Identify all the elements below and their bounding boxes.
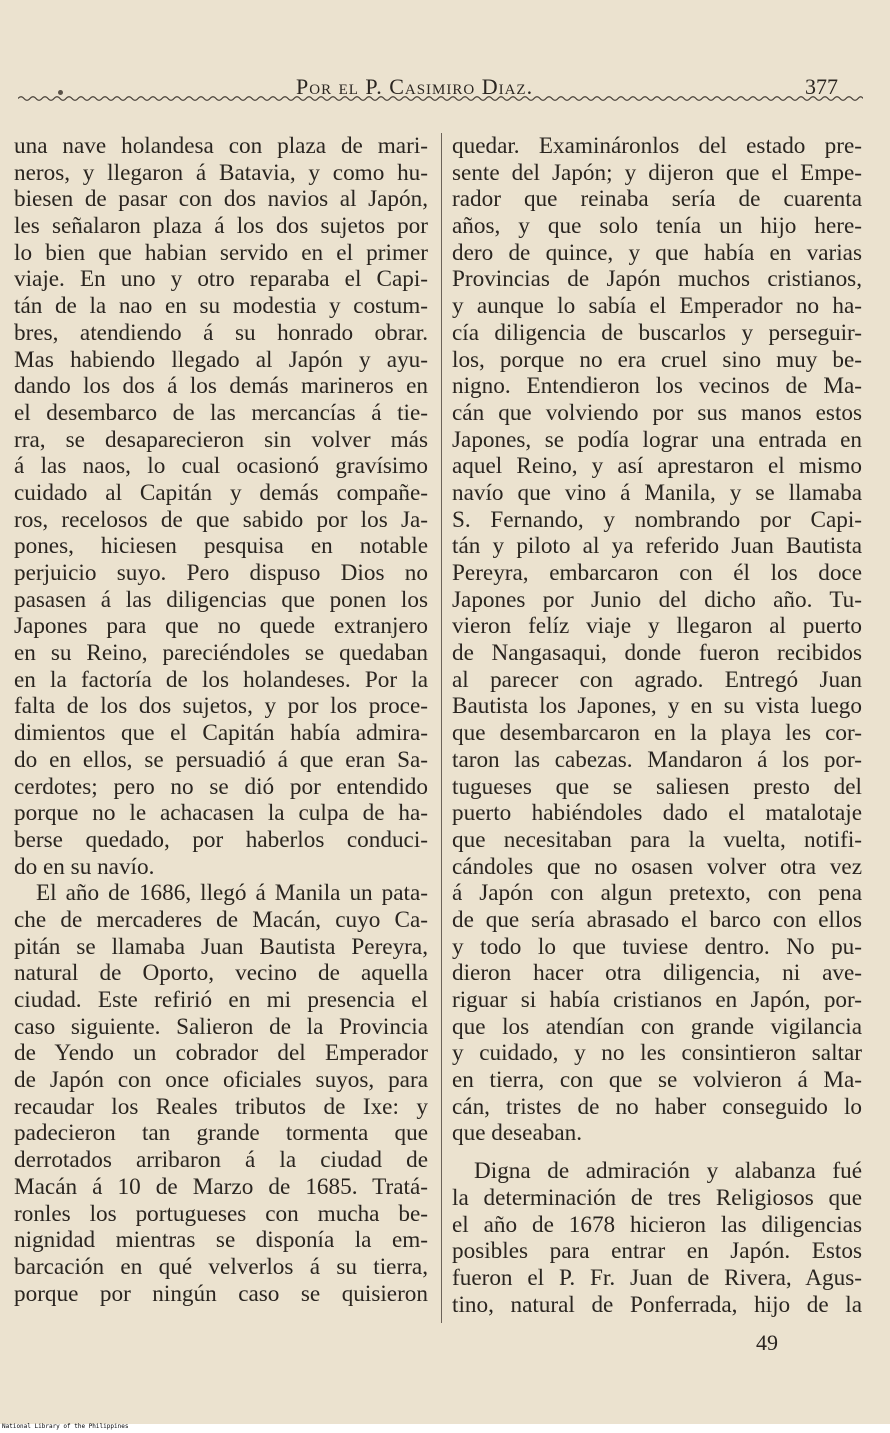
text-line: dero de quince, y que había en varias: [452, 239, 862, 266]
text-line: en su Reino, pareciéndoles se quedaban: [14, 640, 428, 667]
library-credit: National Library of the Philippines: [2, 1423, 129, 1430]
text-line: el año de 1678 hicieron las diligencias: [452, 1211, 862, 1238]
text-line: á Japón con algun pretexto, con pena: [452, 880, 862, 907]
text-line: Macán á 10 de Marzo de 1685. Tratá-: [14, 1173, 428, 1200]
text-line: cándoles que no osasen volver otra vez: [452, 853, 862, 880]
text-line: do en ellos, se persuadió á que eran Sa-: [14, 746, 428, 773]
text-line: cuidado al Capitán y demás compañe-: [14, 479, 428, 506]
text-line: y todo lo que tuviese dentro. No pu-: [452, 933, 862, 960]
text-line: los, porque no era cruel sino muy be-: [452, 346, 862, 373]
header-wavy-rule: [18, 95, 863, 102]
text-line: pones, hiciesen pesquisa en notable: [14, 533, 428, 560]
text-line: che de mercaderes de Macán, cuyo Ca-: [14, 906, 428, 933]
text-line: tino, natural de Ponferrada, hijo de la: [452, 1291, 862, 1318]
text-line: posibles para entrar en Japón. Estos: [452, 1238, 862, 1265]
text-line-paragraph-start: Digna de admiración y alabanza fué: [474, 1158, 862, 1185]
text-line: y aunque lo sabía el Emperador no ha-: [452, 293, 862, 320]
text-line: recaudar los Reales tributos de Ixe: y: [14, 1093, 428, 1120]
text-line: derrotados arribaron á la ciudad de: [14, 1147, 428, 1174]
text-line: dimientos que el Capitán había admira-: [14, 720, 428, 747]
text-line: de Nangasaqui, donde fueron recibidos: [452, 640, 862, 667]
text-line: fueron el P. Fr. Juan de Rivera, Agus-: [452, 1264, 862, 1291]
text-line: vieron felíz viaje y llegaron al puerto: [452, 613, 862, 640]
text-line: Japones para que no quede extranjero: [14, 613, 428, 640]
text-line: tán y piloto al ya referido Juan Bautista: [452, 533, 862, 560]
text-line: y cuidado, y no les consintieron saltar: [452, 1040, 862, 1067]
text-line: berse quedado, por haberlos conduci-: [14, 826, 428, 853]
text-line: natural de Oporto, vecino de aquella: [14, 960, 428, 987]
column-divider: [441, 133, 442, 1323]
text-line: años, y que solo tenía un hijo here-: [452, 213, 862, 240]
text-line: Pereyra, embarcaron con él los doce: [452, 560, 862, 586]
text-line-paragraph-end: do en su navío.: [14, 853, 155, 880]
text-line: nigno. Entendieron los vecinos de Ma-: [452, 373, 862, 400]
text-column-left: [14, 133, 428, 1307]
page-number: 377: [805, 74, 838, 99]
text-line: rador que reinaba sería de cuarenta: [452, 186, 862, 213]
text-line: taron las cabezas. Mandaron á los por-: [452, 746, 862, 773]
text-line: de que sería abrasado el barco con ellos: [452, 906, 862, 933]
text-line: falta de los dos sujetos, y por los proce-: [14, 693, 428, 720]
text-line: biesen de pasar con dos navios al Japón,: [14, 186, 428, 213]
text-line: ciudad. Este refirió en mi presencia el: [14, 987, 428, 1013]
text-line: porque no le achacasen la culpa de ha-: [14, 800, 428, 827]
text-line: cía diligencia de buscarlos y perseguir-: [452, 319, 862, 346]
text-line: pasasen á las diligencias que ponen los: [14, 586, 428, 613]
text-line: Japones por Junio del dicho año. Tu-: [452, 586, 862, 613]
text-line: una nave holandesa con plaza de mari-: [14, 133, 428, 159]
text-line: al parecer con agrado. Entregó Juan: [452, 666, 862, 693]
text-line: de Yendo un cobrador del Emperador: [14, 1040, 428, 1067]
text-line: pitán se llamaba Juan Bautista Pereyra,: [14, 933, 428, 960]
text-line: tán de la nao en su modestia y costum-: [14, 293, 428, 320]
text-line: puerto habiéndoles dado el matalotaje: [452, 800, 862, 827]
scan-footer: [0, 1424, 890, 1433]
text-line: barcación en qué velverlos á su tierra,: [14, 1253, 428, 1280]
text-line: dieron hacer otra diligencia, ni ave-: [452, 960, 862, 987]
text-line: que necesitaban para la vuelta, notifi-: [452, 826, 862, 853]
text-line: Bautista los Japones, y en su vista luego: [452, 693, 862, 720]
text-line: que los atendían con grande vigilancia: [452, 1013, 862, 1040]
text-line: en la factoría de los holandeses. Por la: [14, 666, 428, 693]
text-line: cán que volviendo por sus manos estos: [452, 399, 862, 426]
text-line-paragraph-start: El año de 1686, llegó á Manila un pata-: [36, 880, 428, 907]
printer-signature-mark: 49: [756, 1330, 778, 1355]
text-line: lo bien que habian servido en el primer: [14, 239, 428, 266]
text-line: ronles los portugueses con mucha be-: [14, 1200, 428, 1227]
text-line: Provincias de Japón muchos cristianos,: [452, 266, 862, 293]
text-line: padecieron tan grande tormenta que: [14, 1120, 428, 1147]
text-line: sente del Japón; y dijeron que el Empe-: [452, 159, 862, 186]
text-line: Mas habiendo llegado al Japón y ayu-: [14, 346, 428, 373]
text-line: la determinación de tres Religiosos que: [452, 1184, 862, 1211]
text-line: el desembarco de las mercancías á tie-: [14, 399, 428, 426]
text-line: riguar si había cristianos en Japón, por-: [452, 987, 862, 1013]
text-line: de Japón con once oficiales suyos, para: [14, 1067, 428, 1094]
text-line: Japones, se podía lograr una entrada en: [452, 426, 862, 453]
text-line: viaje. En uno y otro reparaba el Capi-: [14, 266, 428, 293]
text-line: aquel Reino, y así aprestaron el mismo: [452, 453, 862, 480]
text-line: perjuicio suyo. Pero dispuso Dios no: [14, 560, 428, 586]
text-line: neros, y llegaron á Batavia, y como hu-: [14, 159, 428, 186]
text-line: nignidad mientras se disponía la em-: [14, 1227, 428, 1254]
text-line: á las naos, lo cual ocasionó gravísimo: [14, 453, 428, 480]
text-line: ros, recelosos de que sabido por los Ja-: [14, 506, 428, 533]
text-line: bres, atendiendo á su honrado obrar.: [14, 319, 428, 346]
text-column-right: [452, 133, 862, 1318]
text-line: dando los dos á los demás marineros en: [14, 373, 428, 400]
text-line: cán, tristes de no haber conseguido lo: [452, 1093, 862, 1120]
text-line: en tierra, con que se volvieron á Ma-: [452, 1067, 862, 1094]
text-line: les señalaron plaza á los dos sujetos por: [14, 213, 428, 240]
text-line: porque por ningún caso se quisieron: [14, 1280, 428, 1307]
text-line: navío que vino á Manila, y se llamaba: [452, 479, 862, 506]
text-line: S. Fernando, y nombrando por Capi-: [452, 506, 862, 533]
text-line-paragraph-end: que deseaban.: [452, 1120, 583, 1147]
text-line: que desembarcaron en la playa les cor-: [452, 720, 862, 747]
running-header-title: Por el P. Casimiro Diaz.: [296, 74, 534, 99]
text-line: tugueses que se saliesen presto del: [452, 773, 862, 800]
text-line: caso siguiente. Salieron de la Provincia: [14, 1013, 428, 1040]
text-line: cerdotes; pero no se dió por entendido: [14, 773, 428, 800]
text-line: rra, se desaparecieron sin volver más: [14, 426, 428, 453]
text-line: quedar. Examináronlos del estado pre-: [452, 133, 862, 159]
